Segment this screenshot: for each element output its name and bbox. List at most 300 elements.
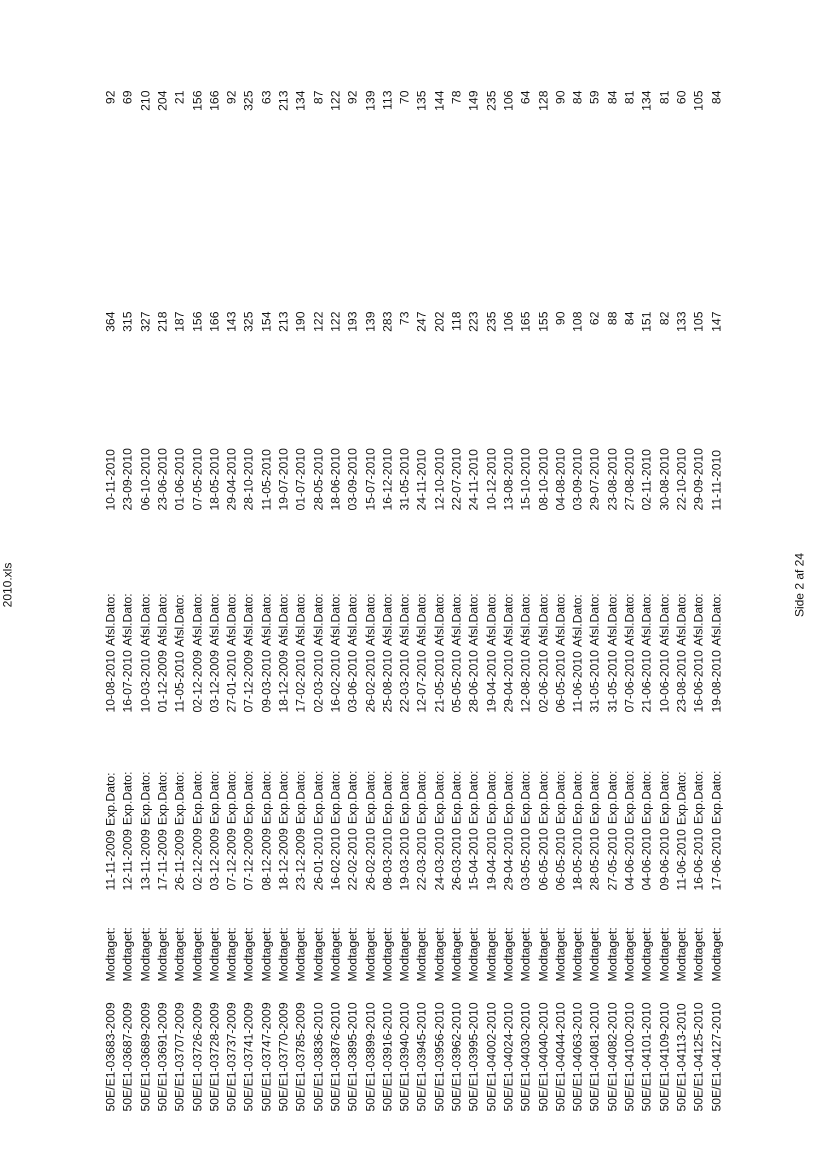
afsl-cell	[500, 593, 517, 712]
exp-cell	[223, 770, 240, 890]
received-label: Modtaget:	[397, 926, 412, 981]
end-date: 10-12-2010	[483, 447, 498, 510]
afsl-label: Afsl.Dato:	[397, 592, 412, 646]
exp-date: 16-06-2010	[691, 827, 706, 890]
exp-cell	[517, 770, 534, 890]
exp-cell	[638, 770, 655, 890]
afsl-date: 02-03-2010	[310, 649, 325, 712]
table-row	[154, 0, 171, 1169]
afsl-date: 03-12-2009	[206, 649, 221, 712]
afsl-cell	[483, 593, 500, 712]
exp-cell	[569, 770, 586, 890]
afsl-label: Afsl.Dato:	[224, 592, 239, 646]
processing-days: 166	[206, 90, 221, 111]
afsl-cell	[171, 594, 188, 712]
end-date: 29-09-2010	[691, 447, 706, 510]
received-label: Modtaget:	[535, 926, 550, 981]
record-id: 50E/E1-04024-2010	[500, 1001, 515, 1111]
afsl-date: 10-03-2010	[137, 649, 152, 712]
total-days: 88	[604, 311, 619, 325]
exp-label: Exp.Dato:	[587, 770, 602, 824]
afsl-date: 02-12-2009	[189, 649, 204, 712]
table-row	[223, 0, 240, 1169]
total-days: 187	[172, 311, 187, 332]
end-date: 13-08-2010	[500, 447, 515, 510]
afsl-date: 18-12-2009	[276, 649, 290, 712]
end-date: 10-11-2010	[103, 448, 117, 510]
end-date: 28-05-2010	[310, 447, 325, 510]
exp-date: 09-06-2010	[656, 827, 671, 890]
record-id: 50E/E1-03916-2010	[379, 1001, 394, 1111]
afsl-date: 21-05-2010	[431, 649, 446, 712]
processing-days: 213	[276, 90, 290, 111]
afsl-date: 22-03-2010	[397, 649, 412, 712]
end-date: 11-11-2010	[708, 449, 723, 510]
afsl-date: 26-02-2010	[362, 649, 377, 712]
end-date: 02-11-2010	[639, 448, 654, 510]
exp-cell	[656, 770, 673, 890]
afsl-date: 27-01-2010	[224, 649, 239, 712]
record-id: 50E/E1-03945-2010	[414, 1001, 429, 1111]
exp-date: 11-11-2009	[103, 829, 117, 890]
exp-cell	[102, 772, 119, 890]
record-id: 50E/E1-04125-2010	[691, 1001, 706, 1111]
record-id: 50E/E1-04002-2010	[483, 1001, 498, 1111]
exp-date: 02-12-2009	[189, 827, 204, 890]
afsl-label: Afsl.Dato:	[120, 592, 135, 646]
exp-date: 04-06-2010	[639, 827, 654, 890]
exp-date: 23-12-2009	[293, 827, 308, 890]
afsl-cell	[154, 593, 171, 712]
exp-label: Exp.Dato:	[137, 771, 152, 825]
exp-date: 22-02-2010	[345, 827, 360, 890]
table-row	[431, 0, 448, 1169]
afsl-label: Afsl.Dato:	[276, 592, 290, 646]
record-id: 50E/E1-03691-2009	[154, 1001, 169, 1111]
received-label: Modtaget:	[604, 926, 619, 981]
exp-cell	[413, 770, 430, 890]
afsl-label: Afsl.Dato:	[622, 592, 636, 646]
received-label: Modtaget:	[518, 926, 533, 981]
exp-cell	[275, 770, 292, 890]
end-date: 22-10-2010	[673, 447, 688, 510]
exp-label: Exp.Dato:	[241, 770, 256, 824]
afsl-cell	[690, 593, 707, 712]
processing-days: 156	[189, 90, 204, 111]
end-date: 29-07-2010	[587, 447, 602, 510]
end-date: 23-06-2010	[154, 447, 169, 510]
record-id: 50E/E1-04113-2010	[673, 1002, 688, 1111]
afsl-label: Afsl.Dato:	[673, 592, 688, 646]
exp-label: Exp.Dato:	[293, 770, 308, 824]
received-label: Modtaget:	[449, 926, 463, 981]
afsl-label: Afsl.Dato:	[604, 592, 619, 646]
exp-date: 22-03-2010	[414, 827, 429, 890]
exp-cell	[535, 770, 552, 890]
received-label: Modtaget:	[656, 926, 671, 981]
exp-date: 19-04-2010	[483, 827, 498, 890]
afsl-label: Afsl.Dato:	[656, 592, 671, 646]
exp-cell	[119, 771, 136, 890]
afsl-label: Afsl.Dato:	[154, 592, 169, 646]
table-row	[708, 0, 725, 1169]
record-id: 50E/E1-04081-2010	[587, 1001, 602, 1111]
page-number: Side 2 af 24	[792, 552, 806, 617]
total-days: 139	[362, 311, 377, 332]
end-date: 15-07-2010	[362, 447, 377, 510]
processing-days: 204	[154, 90, 169, 111]
received-label: Modtaget:	[172, 926, 187, 981]
exp-date: 17-06-2010	[708, 827, 723, 890]
table-row	[690, 0, 707, 1169]
exp-cell	[327, 770, 344, 890]
total-days: 202	[431, 311, 446, 332]
exp-date: 26-01-2010	[310, 827, 325, 890]
total-days: 247	[414, 311, 429, 332]
received-label: Modtaget:	[345, 926, 360, 981]
exp-date: 26-02-2010	[362, 827, 377, 890]
exp-label: Exp.Dato:	[103, 771, 117, 826]
table-row	[517, 0, 534, 1169]
record-id: 50E/E1-04101-2010	[639, 1001, 654, 1111]
afsl-cell	[413, 593, 430, 712]
exp-label: Exp.Dato:	[708, 770, 723, 824]
total-days: 325	[241, 311, 256, 332]
processing-days: 135	[414, 90, 429, 111]
afsl-label: Afsl.Dato:	[466, 592, 481, 646]
record-id: 50E/E1-03741-2009	[241, 1001, 256, 1111]
table-row	[258, 0, 275, 1169]
exp-date: 18-12-2009	[276, 827, 290, 890]
received-label: Modtaget:	[570, 926, 585, 981]
end-date: 16-12-2010	[379, 447, 394, 510]
processing-days: 69	[120, 90, 135, 104]
afsl-label: Afsl.Dato:	[552, 592, 567, 646]
exp-date: 16-02-2010	[327, 827, 342, 890]
total-days: 118	[449, 311, 463, 331]
afsl-cell	[275, 593, 292, 712]
processing-days: 149	[466, 90, 481, 111]
afsl-label: Afsl.Dato:	[483, 592, 498, 646]
record-id: 50E/E1-03836-2010	[310, 1001, 325, 1111]
processing-days: 63	[258, 90, 273, 104]
afsl-label: Afsl.Dato:	[327, 592, 342, 646]
afsl-cell	[465, 593, 482, 712]
afsl-date: 29-04-2010	[500, 649, 515, 712]
afsl-date: 07-06-2010	[622, 649, 636, 712]
total-days: 235	[483, 311, 498, 332]
afsl-cell	[517, 593, 534, 712]
exp-date: 06-05-2010	[552, 827, 567, 890]
exp-date: 27-05-2010	[604, 827, 619, 890]
exp-cell	[240, 770, 257, 890]
received-label: Modtaget:	[414, 926, 429, 981]
end-date: 24-11-2010	[414, 448, 429, 510]
exp-label: Exp.Dato:	[673, 771, 688, 825]
table-row	[656, 0, 673, 1169]
exp-label: Exp.Dato:	[656, 770, 671, 824]
total-days: 143	[224, 311, 239, 332]
table-row	[500, 0, 517, 1169]
table-row	[673, 0, 690, 1169]
afsl-date: 16-02-2010	[327, 649, 342, 712]
end-date: 28-10-2010	[241, 447, 256, 510]
exp-label: Exp.Dato:	[466, 770, 481, 824]
exp-label: Exp.Dato:	[431, 770, 446, 824]
total-days: 105	[691, 311, 706, 332]
afsl-cell	[552, 593, 569, 712]
processing-days: 81	[622, 90, 636, 104]
table-row	[102, 0, 119, 1169]
exp-label: Exp.Dato:	[691, 770, 706, 824]
end-date: 03-09-2010	[345, 447, 360, 510]
afsl-date: 11-06-2010	[570, 650, 585, 712]
total-days: 166	[206, 311, 221, 332]
received-label: Modtaget:	[587, 926, 602, 981]
exp-cell	[500, 770, 517, 890]
end-date: 22-07-2010	[449, 447, 463, 510]
exp-cell	[206, 770, 223, 890]
total-days: 122	[310, 311, 325, 332]
total-days: 108	[570, 311, 585, 332]
received-label: Modtaget:	[120, 926, 135, 981]
exp-label: Exp.Dato:	[379, 770, 394, 824]
exp-label: Exp.Dato:	[327, 770, 342, 824]
afsl-label: Afsl.Dato:	[414, 592, 429, 646]
record-id: 50E/E1-04109-2010	[656, 1001, 671, 1111]
total-days: 62	[587, 311, 602, 325]
table-row	[327, 0, 344, 1169]
received-label: Modtaget:	[431, 926, 446, 981]
exp-cell	[362, 770, 379, 890]
table-row	[240, 0, 257, 1169]
afsl-date: 16-06-2010	[691, 649, 706, 712]
record-id: 50E/E1-03737-2009	[224, 1001, 239, 1111]
exp-date: 06-05-2010	[535, 827, 550, 890]
afsl-label: Afsl.Dato:	[189, 592, 204, 646]
processing-days: 92	[224, 90, 239, 104]
record-id: 50E/E1-03785-2009	[293, 1001, 308, 1111]
exp-label: Exp.Dato:	[206, 770, 221, 824]
received-label: Modtaget:	[327, 926, 342, 981]
exp-label: Exp.Dato:	[518, 770, 533, 824]
total-days: 155	[535, 311, 550, 332]
received-label: Modtaget:	[310, 926, 325, 981]
afsl-cell	[258, 593, 275, 712]
processing-days: 84	[604, 90, 619, 104]
record-id: 50E/E1-03876-2010	[327, 1001, 342, 1111]
table-row	[448, 0, 465, 1169]
record-id: 50E/E1-03689-2009	[137, 1001, 152, 1111]
exp-date: 26-11-2009	[172, 828, 187, 890]
exp-label: Exp.Dato:	[224, 770, 239, 824]
exp-cell	[621, 770, 638, 890]
record-id: 50E/E1-04040-2010	[535, 1001, 550, 1111]
received-label: Modtaget:	[103, 926, 117, 981]
record-id: 50E/E1-03940-2010	[397, 1001, 412, 1111]
exp-label: Exp.Dato:	[276, 770, 290, 824]
processing-days: 78	[449, 90, 463, 104]
afsl-label: Afsl.Dato:	[431, 592, 446, 646]
exp-label: Exp.Dato:	[449, 770, 463, 824]
exp-date: 28-05-2010	[587, 827, 602, 890]
processing-days: 134	[293, 90, 308, 111]
afsl-date: 07-12-2009	[241, 649, 256, 712]
record-id: 50E/E1-03899-2010	[362, 1001, 377, 1111]
afsl-date: 31-05-2010	[604, 649, 619, 712]
afsl-cell	[189, 593, 206, 712]
exp-cell	[586, 770, 603, 890]
table-row	[292, 0, 309, 1169]
afsl-cell	[673, 593, 690, 712]
exp-label: Exp.Dato:	[639, 770, 654, 824]
afsl-date: 23-08-2010	[673, 649, 688, 712]
afsl-label: Afsl.Dato:	[206, 592, 221, 646]
table-row	[535, 0, 552, 1169]
exp-cell	[604, 770, 621, 890]
exp-date: 26-03-2010	[449, 827, 463, 890]
afsl-date: 21-06-2010	[639, 649, 654, 712]
table-row	[413, 0, 430, 1169]
total-days: 90	[552, 311, 567, 325]
record-id: 50E/E1-04127-2010	[708, 1001, 723, 1111]
afsl-cell	[621, 593, 638, 712]
exp-cell	[396, 770, 413, 890]
total-days: 218	[154, 311, 169, 332]
exp-label: Exp.Dato:	[570, 770, 585, 824]
afsl-date: 09-03-2010	[258, 649, 273, 712]
table-row	[465, 0, 482, 1169]
end-date: 08-10-2010	[535, 447, 550, 510]
total-days: 165	[518, 311, 533, 332]
processing-days: 84	[708, 90, 723, 104]
exp-label: Exp.Dato:	[189, 770, 204, 824]
exp-label: Exp.Dato:	[345, 770, 360, 824]
afsl-label: Afsl.Dato:	[103, 592, 117, 646]
exp-cell	[483, 770, 500, 890]
table-row	[119, 0, 136, 1169]
record-id: 50E/E1-03995-2010	[466, 1001, 481, 1111]
exp-cell	[431, 770, 448, 890]
total-days: 122	[327, 311, 342, 332]
afsl-date: 31-05-2010	[587, 649, 602, 712]
afsl-date: 06-05-2010	[552, 649, 567, 712]
processing-days: 92	[345, 90, 360, 104]
sheet-title: 2010.xls	[0, 562, 14, 607]
received-label: Modtaget:	[708, 926, 723, 981]
total-days: 327	[137, 311, 152, 332]
exp-cell	[310, 770, 327, 890]
exp-date: 15-04-2010	[466, 827, 481, 890]
afsl-label: Afsl.Dato:	[587, 592, 602, 646]
record-id: 50E/E1-03683-2009	[103, 1001, 117, 1111]
afsl-cell	[379, 593, 396, 712]
afsl-date: 12-08-2010	[518, 649, 533, 712]
processing-days: 64	[518, 90, 533, 104]
afsl-date: 17-02-2010	[293, 649, 308, 712]
exp-cell	[344, 770, 361, 890]
table-row	[137, 0, 154, 1169]
afsl-cell	[344, 593, 361, 712]
afsl-cell	[137, 593, 154, 712]
exp-cell	[708, 770, 725, 890]
end-date: 18-06-2010	[327, 447, 342, 510]
afsl-date: 28-06-2010	[466, 649, 481, 712]
afsl-date: 02-06-2010	[535, 649, 550, 712]
afsl-cell	[240, 593, 257, 712]
afsl-cell	[448, 593, 465, 712]
afsl-label: Afsl.Dato:	[500, 592, 515, 646]
exp-cell	[189, 770, 206, 890]
exp-label: Exp.Dato:	[172, 771, 187, 825]
record-id: 50E/E1-03687-2009	[120, 1001, 135, 1111]
exp-label: Exp.Dato:	[397, 770, 412, 824]
afsl-cell	[535, 593, 552, 712]
exp-date: 29-04-2010	[500, 827, 515, 890]
table-row	[621, 0, 638, 1169]
table-row	[483, 0, 500, 1169]
afsl-cell	[396, 593, 413, 712]
afsl-cell	[708, 593, 725, 712]
end-date: 15-10-2010	[518, 447, 533, 510]
record-id: 50E/E1-04044-2010	[552, 1001, 567, 1111]
exp-date: 03-12-2009	[206, 827, 221, 890]
exp-label: Exp.Dato:	[310, 770, 325, 824]
processing-days: 144	[431, 90, 446, 111]
afsl-cell	[119, 593, 136, 712]
processing-days: 81	[656, 90, 671, 104]
total-days: 106	[500, 311, 515, 332]
total-days: 133	[673, 311, 688, 332]
record-id: 50E/E1-04100-2010	[622, 1001, 636, 1111]
exp-date: 07-12-2009	[224, 827, 239, 890]
afsl-label: Afsl.Dato:	[518, 592, 533, 646]
table-row	[189, 0, 206, 1169]
exp-date: 04-06-2010	[622, 827, 636, 890]
afsl-cell	[292, 593, 309, 712]
exp-date: 19-03-2010	[397, 827, 412, 890]
table-row	[569, 0, 586, 1169]
afsl-cell	[604, 593, 621, 712]
afsl-cell	[638, 593, 655, 712]
total-days: 156	[189, 311, 204, 332]
processing-days: 87	[310, 90, 325, 104]
total-days: 84	[622, 311, 636, 325]
exp-date: 11-06-2010	[673, 828, 688, 890]
afsl-cell	[362, 593, 379, 712]
afsl-date: 10-08-2010	[103, 649, 117, 712]
received-label: Modtaget:	[154, 926, 169, 981]
received-label: Modtaget:	[483, 926, 498, 981]
afsl-label: Afsl.Dato:	[691, 592, 706, 646]
afsl-label: Afsl.Dato:	[639, 592, 654, 646]
afsl-label: Afsl.Dato:	[449, 592, 463, 646]
end-date: 01-06-2010	[172, 447, 187, 510]
afsl-date: 16-07-2010	[120, 649, 135, 712]
exp-label: Exp.Dato:	[483, 770, 498, 824]
afsl-date: 19-04-2010	[483, 649, 498, 712]
processing-days: 235	[483, 90, 498, 111]
processing-days: 134	[639, 90, 654, 111]
exp-cell	[465, 770, 482, 890]
exp-date: 03-05-2010	[518, 827, 533, 890]
exp-cell	[258, 770, 275, 890]
afsl-cell	[431, 593, 448, 712]
received-label: Modtaget:	[258, 926, 273, 981]
exp-cell	[448, 770, 465, 890]
end-date: 24-11-2010	[466, 448, 481, 510]
processing-days: 325	[241, 90, 256, 111]
